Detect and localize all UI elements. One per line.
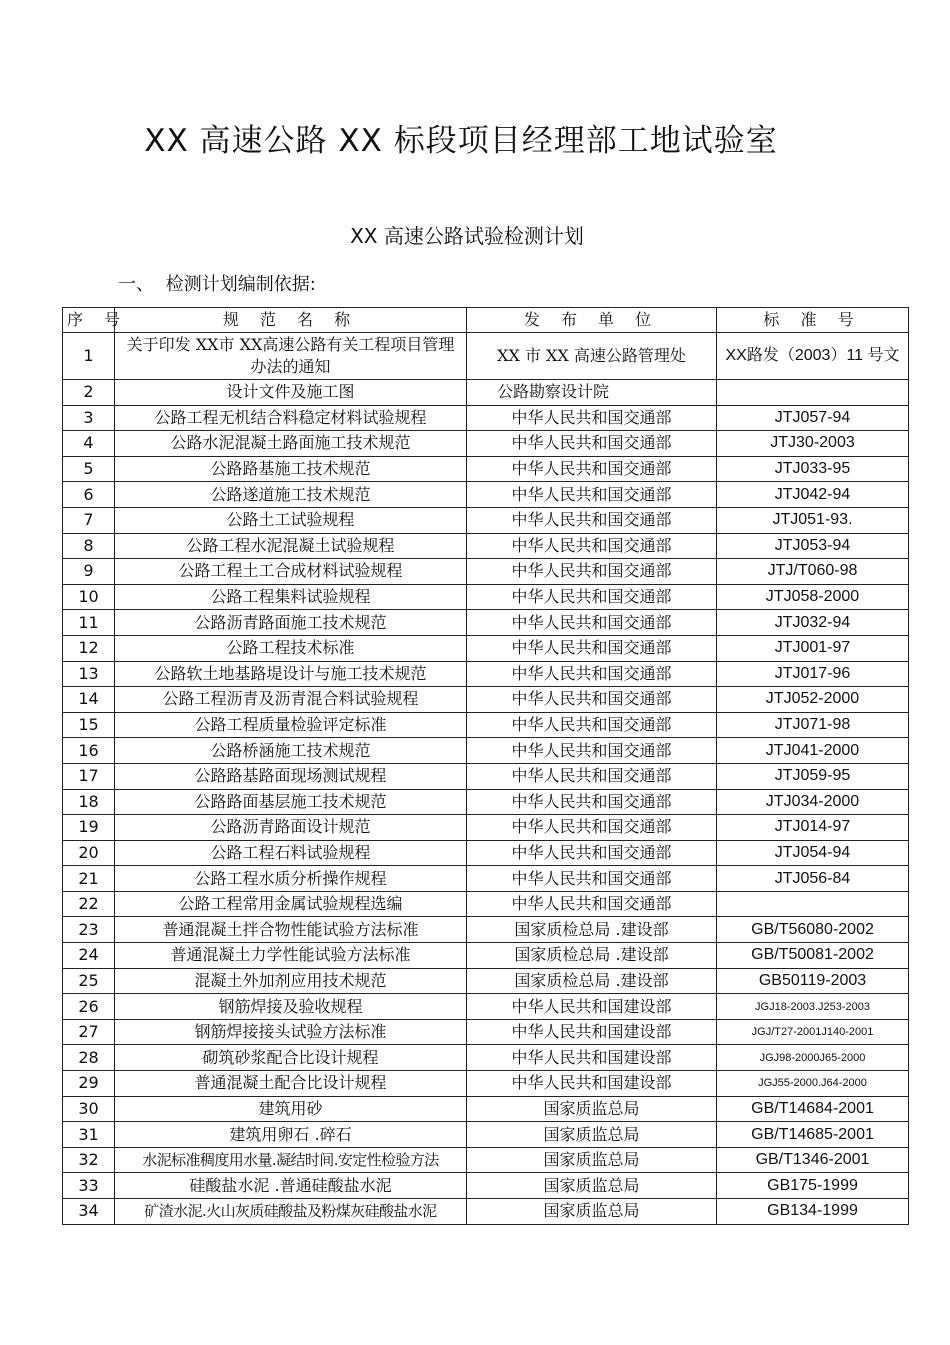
row-issuer: 中华人民共和国建设部: [467, 1019, 717, 1045]
row-serial: 8: [63, 533, 115, 559]
row-standard-number: JTJ042-94: [717, 482, 909, 508]
row-issuer: 中华人民共和国建设部: [467, 1071, 717, 1097]
row-standard-number: JTJ053-94: [717, 533, 909, 559]
row-standard-name: 硅酸盐水泥 .普通硅酸盐水泥: [115, 1173, 467, 1199]
row-serial: 23: [63, 917, 115, 943]
row-standard-name: 公路路面基层施工技术规范: [115, 789, 467, 815]
document-subtitle: XX 高速公路试验检测计划: [350, 224, 584, 248]
row-standard-number: JTJ051-93.: [717, 507, 909, 533]
row-standard-name: 普通混凝土力学性能试验方法标准: [115, 943, 467, 969]
row-issuer: 中华人民共和国交通部: [467, 405, 717, 431]
row-standard-number: JGJ55-2000.J64-2000: [717, 1071, 909, 1097]
row-issuer: 公路勘察设计院: [467, 380, 717, 406]
table-row: [63, 431, 909, 457]
row-standard-number: GB50119-2003: [717, 968, 909, 994]
row-serial: 18: [63, 789, 115, 815]
row-standard-name: 建筑用卵石 .碎石: [115, 1122, 467, 1148]
row-standard-name: 设计文件及施工图: [115, 380, 467, 406]
table-row: [63, 943, 909, 969]
row-standard-name: 公路土工试验规程: [115, 507, 467, 533]
row-standard-number: JTJ041-2000: [717, 738, 909, 764]
row-standard-number: GB/T14685-2001: [717, 1122, 909, 1148]
table-row: [63, 456, 909, 482]
row-standard-number: JGJ/T27-2001J140-2001: [717, 1019, 909, 1045]
table-row: [63, 610, 909, 636]
row-serial: 28: [63, 1045, 115, 1071]
table-row: [63, 1173, 909, 1199]
row-issuer: 中华人民共和国交通部: [467, 891, 717, 917]
table-row: [63, 687, 909, 713]
row-serial: 12: [63, 635, 115, 661]
row-serial: 13: [63, 661, 115, 687]
row-issuer: 国家质检总局 .建设部: [467, 943, 717, 969]
header-standard-name: 规 范 名 称: [115, 308, 467, 333]
row-serial: 24: [63, 943, 115, 969]
row-standard-number: GB/T56080-2002: [717, 917, 909, 943]
row-standard-name: 公路水泥混凝土路面施工技术规范: [115, 431, 467, 457]
row-serial: 22: [63, 891, 115, 917]
table-row: [63, 333, 909, 380]
row-standard-number: JTJ/T060-98: [717, 559, 909, 585]
row-issuer: 中华人民共和国交通部: [467, 866, 717, 892]
table-row: [63, 712, 909, 738]
row-standard-number: JTJ056-84: [717, 866, 909, 892]
row-issuer: 中华人民共和国交通部: [467, 507, 717, 533]
row-standard-name: 公路路基路面现场测试规程: [115, 763, 467, 789]
row-issuer: 中华人民共和国交通部: [467, 738, 717, 764]
table-row: [63, 840, 909, 866]
row-serial: 9: [63, 559, 115, 585]
row-serial: 15: [63, 712, 115, 738]
row-standard-name: 公路工程集料试验规程: [115, 584, 467, 610]
row-issuer: 中华人民共和国建设部: [467, 1045, 717, 1071]
table-row: [63, 866, 909, 892]
row-standard-name: 公路遂道施工技术规范: [115, 482, 467, 508]
row-standard-name: 公路软土地基路堤设计与施工技术规范: [115, 661, 467, 687]
row-standard-number: GB175-1999: [717, 1173, 909, 1199]
table-row: [63, 1045, 909, 1071]
row-standard-number: JTJ001-97: [717, 635, 909, 661]
row-serial: 20: [63, 840, 115, 866]
row-standard-name: 普通混凝土拌合物性能试验方法标准: [115, 917, 467, 943]
row-standard-name: 砌筑砂浆配合比设计规程: [115, 1045, 467, 1071]
row-issuer: 中华人民共和国交通部: [467, 456, 717, 482]
row-serial: 2: [63, 380, 115, 406]
row-serial: 5: [63, 456, 115, 482]
row-serial: 29: [63, 1071, 115, 1097]
table-row: [63, 482, 909, 508]
row-serial: 10: [63, 584, 115, 610]
table-row: [63, 1147, 909, 1173]
row-issuer: 中华人民共和国建设部: [467, 994, 717, 1020]
row-standard-number: GB/T14684-2001: [717, 1096, 909, 1122]
row-serial: 33: [63, 1173, 115, 1199]
table-row: [63, 815, 909, 841]
table-row: [63, 917, 909, 943]
row-standard-name: 公路工程沥青及沥青混合料试验规程: [115, 687, 467, 713]
table-row: [63, 1199, 909, 1225]
row-issuer: 中华人民共和国交通部: [467, 635, 717, 661]
row-issuer: 中华人民共和国交通部: [467, 840, 717, 866]
header-standard-number: 标 准 号: [717, 308, 909, 333]
table-row: [63, 968, 909, 994]
row-standard-number: JTJ054-94: [717, 840, 909, 866]
row-issuer: 中华人民共和国交通部: [467, 533, 717, 559]
row-standard-number: GB/T50081-2002: [717, 943, 909, 969]
table-body: [63, 333, 909, 1225]
row-issuer: 国家质监总局: [467, 1096, 717, 1122]
row-standard-name: 混凝土外加剂应用技术规范: [115, 968, 467, 994]
row-standard-number: XX路发（2003）11 号文: [717, 333, 909, 380]
row-issuer: 中华人民共和国交通部: [467, 559, 717, 585]
table-row: [63, 1096, 909, 1122]
row-serial: 27: [63, 1019, 115, 1045]
row-serial: 14: [63, 687, 115, 713]
row-standard-number: GB/T1346-2001: [717, 1147, 909, 1173]
row-issuer: 中华人民共和国交通部: [467, 482, 717, 508]
table-row: [63, 763, 909, 789]
row-issuer: 中华人民共和国交通部: [467, 687, 717, 713]
row-serial: 16: [63, 738, 115, 764]
row-standard-name: 公路工程常用金属试验规程选编: [115, 891, 467, 917]
row-serial: 7: [63, 507, 115, 533]
row-issuer: XX 市 XX 高速公路管理处: [467, 333, 717, 380]
row-issuer: 国家质监总局: [467, 1173, 717, 1199]
row-standard-name: 关于印发 XX市 XX高速公路有关工程项目管理办法的通知: [115, 333, 467, 380]
row-standard-name: 公路工程土工合成材料试验规程: [115, 559, 467, 585]
row-standard-name: 公路沥青路面设计规范: [115, 815, 467, 841]
row-standard-name: 公路路基施工技术规范: [115, 456, 467, 482]
header-serial: 序 号: [63, 308, 115, 333]
row-standard-name: 钢筋焊接及验收规程: [115, 994, 467, 1020]
row-serial: 17: [63, 763, 115, 789]
row-standard-name: 公路桥涵施工技术规范: [115, 738, 467, 764]
row-standard-number: JTJ032-94: [717, 610, 909, 636]
row-serial: 11: [63, 610, 115, 636]
row-standard-name: 公路工程水泥混凝土试验规程: [115, 533, 467, 559]
row-standard-name: 普通混凝土配合比设计规程: [115, 1071, 467, 1097]
row-standard-name: 钢筋焊接接头试验方法标准: [115, 1019, 467, 1045]
row-standard-name: 公路工程技术标准: [115, 635, 467, 661]
row-serial: 6: [63, 482, 115, 508]
row-standard-number: JTJ052-2000: [717, 687, 909, 713]
row-issuer: 国家质监总局: [467, 1122, 717, 1148]
row-issuer: 中华人民共和国交通部: [467, 584, 717, 610]
table-row: [63, 789, 909, 815]
section-number: 一、: [118, 274, 154, 295]
row-standard-number: JTJ071-98: [717, 712, 909, 738]
row-serial: 3: [63, 405, 115, 431]
table-header-row: [63, 308, 909, 333]
row-standard-number: JTJ30-2003: [717, 431, 909, 457]
row-serial: 4: [63, 431, 115, 457]
section-heading: [118, 270, 316, 296]
row-serial: 1: [63, 333, 115, 380]
row-issuer: 中华人民共和国交通部: [467, 610, 717, 636]
table-row: [63, 584, 909, 610]
row-issuer: 国家质监总局: [467, 1147, 717, 1173]
header-issuer: 发 布 单 位: [467, 308, 717, 333]
row-standard-name: 公路沥青路面施工技术规范: [115, 610, 467, 636]
section-label: 检测计划编制依据:: [165, 274, 316, 295]
table-row: [63, 533, 909, 559]
row-issuer: 国家质检总局 .建设部: [467, 968, 717, 994]
table-row: [63, 380, 909, 406]
row-standard-name: 公路工程无机结合料稳定材料试验规程: [115, 405, 467, 431]
table-row: [63, 635, 909, 661]
row-issuer: 中华人民共和国交通部: [467, 763, 717, 789]
row-serial: 30: [63, 1096, 115, 1122]
table-row: [63, 507, 909, 533]
table-row: [63, 1071, 909, 1097]
row-issuer: 中华人民共和国交通部: [467, 712, 717, 738]
row-issuer: 中华人民共和国交通部: [467, 789, 717, 815]
row-standard-number: GB134-1999: [717, 1199, 909, 1225]
row-issuer: 中华人民共和国交通部: [467, 431, 717, 457]
row-standard-name: 公路工程水质分析操作规程: [115, 866, 467, 892]
row-standard-number: JTJ058-2000: [717, 584, 909, 610]
row-standard-number: JGJ98-2000J65-2000: [717, 1045, 909, 1071]
row-issuer: 中华人民共和国交通部: [467, 815, 717, 841]
row-issuer: 中华人民共和国交通部: [467, 661, 717, 687]
table-row: [63, 405, 909, 431]
row-standard-number: JTJ059-95: [717, 763, 909, 789]
table-row: [63, 891, 909, 917]
row-standard-number: JGJ18-2003.J253-2003: [717, 994, 909, 1020]
row-serial: 25: [63, 968, 115, 994]
row-serial: 34: [63, 1199, 115, 1225]
row-issuer: 国家质检总局 .建设部: [467, 917, 717, 943]
row-serial: 32: [63, 1147, 115, 1173]
row-standard-number: JTJ014-97: [717, 815, 909, 841]
row-standard-number: JTJ033-95: [717, 456, 909, 482]
table-row: [63, 1122, 909, 1148]
document-title: XX 高速公路 XX 标段项目经理部工地试验室: [144, 123, 778, 159]
table-row: [63, 738, 909, 764]
row-serial: 19: [63, 815, 115, 841]
table-row: [63, 1019, 909, 1045]
table-row: [63, 994, 909, 1020]
row-standard-number: [717, 891, 909, 917]
row-issuer: 国家质监总局: [467, 1199, 717, 1225]
row-standard-number: JTJ034-2000: [717, 789, 909, 815]
table-row: [63, 559, 909, 585]
table-row: [63, 661, 909, 687]
row-standard-number: JTJ057-94: [717, 405, 909, 431]
row-standard-name: 公路工程石料试验规程: [115, 840, 467, 866]
row-standard-name: 建筑用砂: [115, 1096, 467, 1122]
row-standard-name: 矿渣水泥.火山灰质硅酸盐及粉煤灰硅酸盐水泥: [115, 1199, 467, 1225]
row-serial: 26: [63, 994, 115, 1020]
row-serial: 21: [63, 866, 115, 892]
standards-table: [62, 307, 909, 1225]
row-standard-name: 公路工程质量检验评定标准: [115, 712, 467, 738]
row-serial: 31: [63, 1122, 115, 1148]
row-standard-name: 水泥标准稠度用水量.凝结时间.安定性检验方法: [115, 1147, 467, 1173]
row-standard-number: [717, 380, 909, 406]
row-standard-number: JTJ017-96: [717, 661, 909, 687]
